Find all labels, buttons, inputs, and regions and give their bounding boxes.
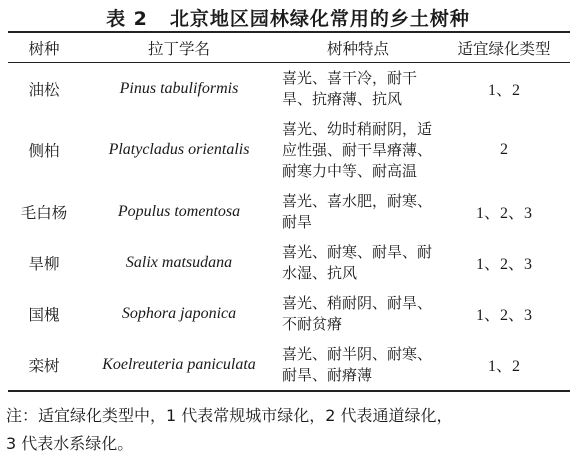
header-greening-type: 适宜绿化类型	[457, 39, 551, 58]
traits-line: 喜光、稍耐阴、耐旱、	[282, 293, 433, 312]
traits-line: 耐旱	[282, 212, 313, 231]
traits-line: 应性强、耐干旱瘠薄、	[282, 140, 433, 159]
table-row	[8, 63, 570, 115]
latin-name: Salix matsudana	[125, 253, 233, 271]
latin-name: Populus tomentosa	[117, 202, 241, 220]
footnote-line: 3 代表水系绿化。	[6, 434, 134, 453]
table-row	[8, 237, 570, 288]
species-traits	[278, 237, 438, 288]
species-name: 毛白杨	[20, 203, 68, 222]
traits-line: 水湿、抗风	[282, 263, 358, 282]
traits-line: 旱、抗瘠薄、抗风	[282, 89, 403, 108]
species-traits	[278, 339, 438, 391]
table-row	[8, 186, 570, 237]
species-traits	[278, 288, 438, 339]
traits-line: 耐寒力中等、耐高温	[282, 161, 418, 180]
footnote-line: 注：适宜绿化类型中，1 代表常规城市绿化，2 代表通道绿化，	[6, 406, 453, 425]
species-name: 国槐	[28, 305, 60, 324]
species-traits	[278, 114, 438, 186]
latin-name: Pinus tabuliformis	[119, 79, 239, 97]
header-species: 树种	[28, 39, 60, 58]
greening-types: 1、2、3	[475, 205, 532, 222]
greening-types: 2	[500, 141, 508, 158]
table-caption	[0, 4, 576, 31]
tree-species-table	[8, 31, 570, 392]
greening-types: 1、2、3	[475, 307, 532, 324]
table-row	[8, 114, 570, 186]
species-name: 旱柳	[28, 254, 60, 273]
traits-line: 喜光、幼时稍耐阴，适	[282, 119, 433, 138]
species-name: 油松	[28, 80, 60, 99]
species-traits	[278, 186, 438, 237]
species-name: 栾树	[28, 356, 60, 375]
greening-types: 1、2	[487, 358, 520, 375]
latin-name: Sophora japonica	[121, 304, 237, 322]
table-title: 北京地区园林绿化常用的乡土树种	[169, 8, 470, 30]
traits-line: 不耐贫瘠	[282, 314, 343, 333]
traits-line: 喜光、耐半阴、耐寒、	[282, 344, 433, 363]
table-label: 表 2	[106, 8, 148, 30]
greening-types: 1、2、3	[475, 256, 532, 273]
header-characteristics: 树种特点	[326, 39, 389, 58]
greening-types: 1、2	[487, 82, 520, 99]
traits-line: 喜光、喜水肥，耐寒、	[282, 191, 433, 210]
table-footnote	[6, 402, 572, 458]
traits-line: 耐旱、耐瘠薄	[282, 365, 373, 384]
table-row	[8, 288, 570, 339]
latin-name: Koelreuteria paniculata	[102, 355, 256, 373]
traits-line: 喜光、喜干冷，耐干	[282, 68, 418, 87]
latin-name: Platycladus orientalis	[108, 141, 250, 158]
species-name: 侧柏	[28, 142, 60, 160]
header-latin-name: 拉丁学名	[147, 39, 210, 58]
species-traits	[278, 63, 438, 115]
traits-line: 喜光、耐寒、耐旱、耐	[282, 242, 433, 261]
table-row	[8, 339, 570, 391]
table-header-row	[8, 32, 570, 63]
